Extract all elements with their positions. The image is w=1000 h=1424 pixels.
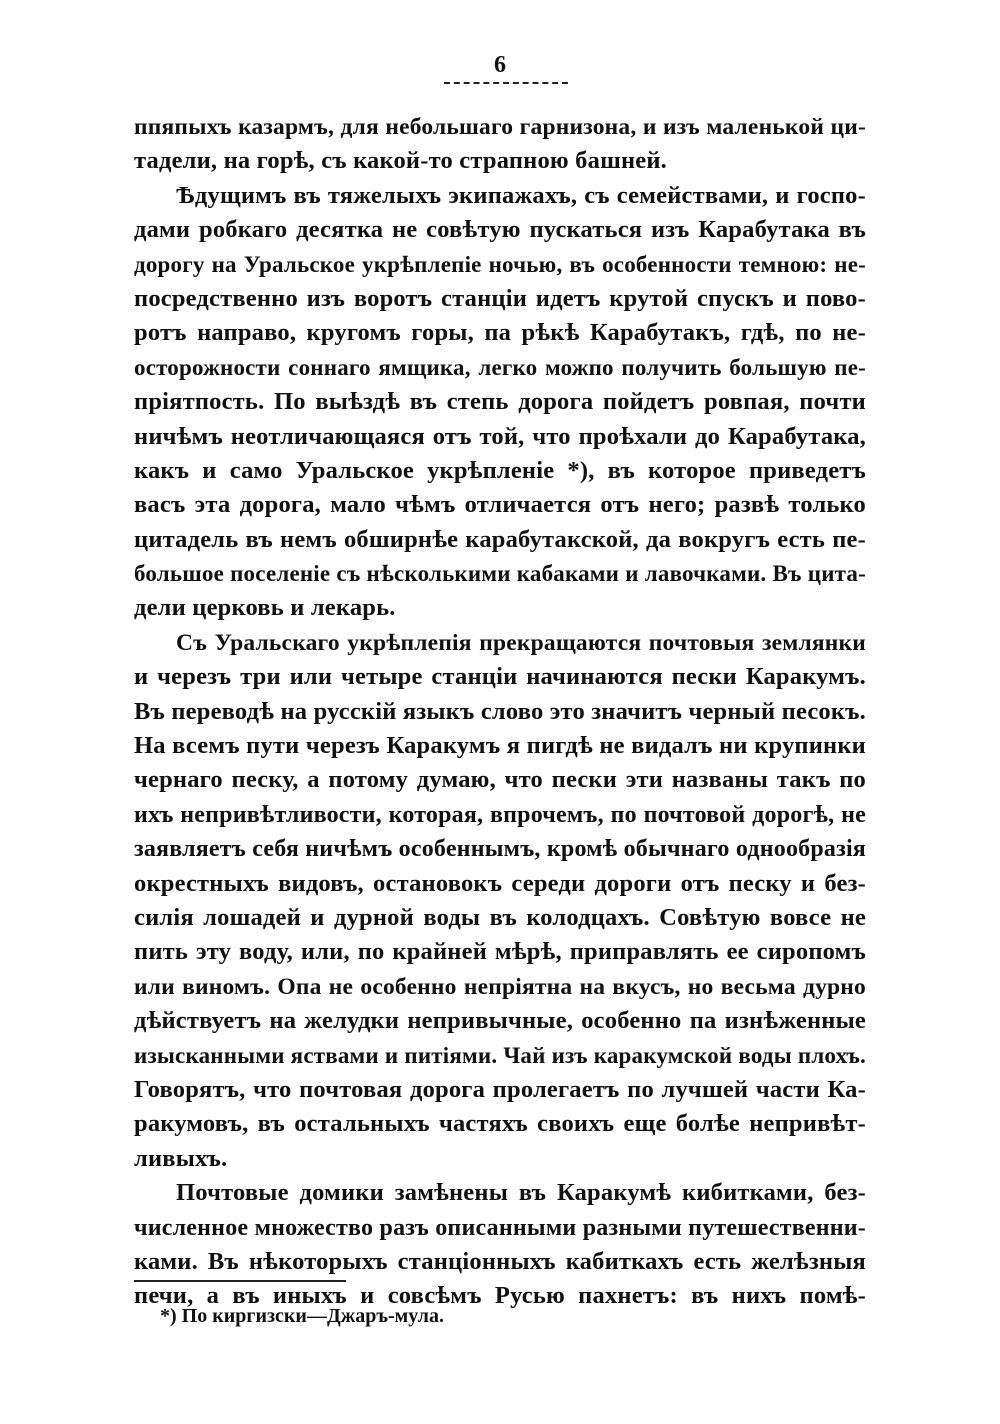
- text-line: дѣйствуетъ на желудки непривычные, особенно па изнѣженные: [134, 1007, 866, 1035]
- text-line: пить эту воду, или, по крайней мѣрѣ, приправлять ее сиропомъ: [134, 938, 866, 966]
- text-line: дами робкаго десятка не совѣтую пускаться изъ Карабутака въ: [134, 216, 866, 244]
- text-line: ливыхъ.: [134, 1144, 228, 1172]
- text-line: цитадель въ немъ обширнѣе карабутакской, да вокругъ есть пе-: [134, 525, 866, 553]
- text-line: большое поселеніе съ нѣсколькими кабаками и лавочками. Въ цита-: [134, 561, 866, 587]
- text-line: силія лошадей и дурной воды въ колодцахъ. Совѣтую вовсе не: [134, 903, 866, 931]
- text-line: ихъ непривѣтливости, которая, впрочемъ, по почтовой дорогѣ, не: [134, 801, 866, 828]
- text-line: ракумовъ, въ остальныхъ частяхъ своихъ еще болѣе непривѣт-: [134, 1110, 866, 1138]
- text-line: какъ и само Уральское укрѣпленіе *), въ которое приведетъ: [134, 456, 866, 484]
- footnote: *) По киргизски—Джаръ-мула.: [160, 1305, 445, 1327]
- text-line: осторожности соннаго ямщика, легко можпо получить большую пе-: [134, 354, 866, 380]
- text-line: Съ Уральскаго укрѣплепія прекращаются почтовыя землянки: [176, 629, 866, 656]
- text-line: На всемъ пути черезъ Каракумъ я пигдѣ не видалъ ни крупинки: [134, 732, 866, 760]
- text-line: Почтовые домики замѣнены въ Каракумѣ кибитками, без-: [176, 1179, 866, 1207]
- text-line: ками. Въ нѣкоторыхъ станціонныхъ кабиткахъ есть желѣзныя: [134, 1247, 866, 1275]
- header-rule: [444, 82, 568, 84]
- body-text: [134, 110, 866, 1314]
- text-line: чернаго песку, а потому думаю, что пески эти названы такъ по: [134, 766, 866, 794]
- text-line: дели церковь и лекарь.: [134, 594, 396, 622]
- text-line: изысканными яствами и питіями. Чай изъ каракумской воды плохъ.: [134, 1042, 866, 1068]
- text-line: посредственно изъ воротъ станціи идетъ крутой спускъ и пово-: [134, 284, 866, 312]
- text-line: заявляетъ себя ничѣмъ особеннымъ, кромѣ обычнаго однообразія: [134, 836, 866, 863]
- text-line: ничѣмъ неотличающаяся отъ той, что проѣхали до Карабутака,: [134, 422, 866, 450]
- text-line: окрестныхъ видовъ, остановокъ середи дороги отъ песку и без-: [134, 869, 866, 897]
- footnote-rule: [134, 1280, 346, 1282]
- text-line: численное множество разъ описанными разными путешественни-: [134, 1214, 866, 1241]
- page-number: 6: [494, 52, 506, 78]
- text-line: ппяпыхъ казармъ, для небольшаго гарнизона, и изъ маленькой ци-: [134, 114, 866, 140]
- text-line: тадели, на горѣ, съ какой-то страпною башней.: [134, 147, 667, 175]
- text-line: ротъ направо, кругомъ горы, па рѣкѣ Карабутакъ, гдѣ, по не-: [134, 319, 866, 347]
- text-line: Въ переводѣ на русскій языкъ слово это значитъ черный песокъ.: [134, 697, 866, 725]
- text-line: васъ эта дорога, мало чѣмъ отличается отъ него; развѣ только: [134, 491, 866, 519]
- text-line: или виномъ. Опа не особенно непріятна на вкусъ, но весьма дурно: [134, 973, 866, 1000]
- text-line: Говорятъ, что почтовая дорога пролегаетъ по лучшей части Ка-: [134, 1075, 866, 1103]
- text-line: и черезъ три или четыре станціи начинаются пески Каракумъ.: [134, 663, 866, 691]
- text-line: Ѣдущимъ въ тяжелыхъ экипажахъ, съ семействами, и госпо-: [176, 181, 866, 209]
- text-line: дорогу на Уральское укрѣплепіе ночью, въ особенности темною: не-: [134, 251, 866, 277]
- text-line: печи, а въ иныхъ и совсѣмъ Русью пахнетъ: въ нихъ помѣ-: [134, 1282, 866, 1310]
- text-line: пріятпость. По выѣздѣ въ степь дорога пойдетъ ровпая, почти: [134, 388, 866, 416]
